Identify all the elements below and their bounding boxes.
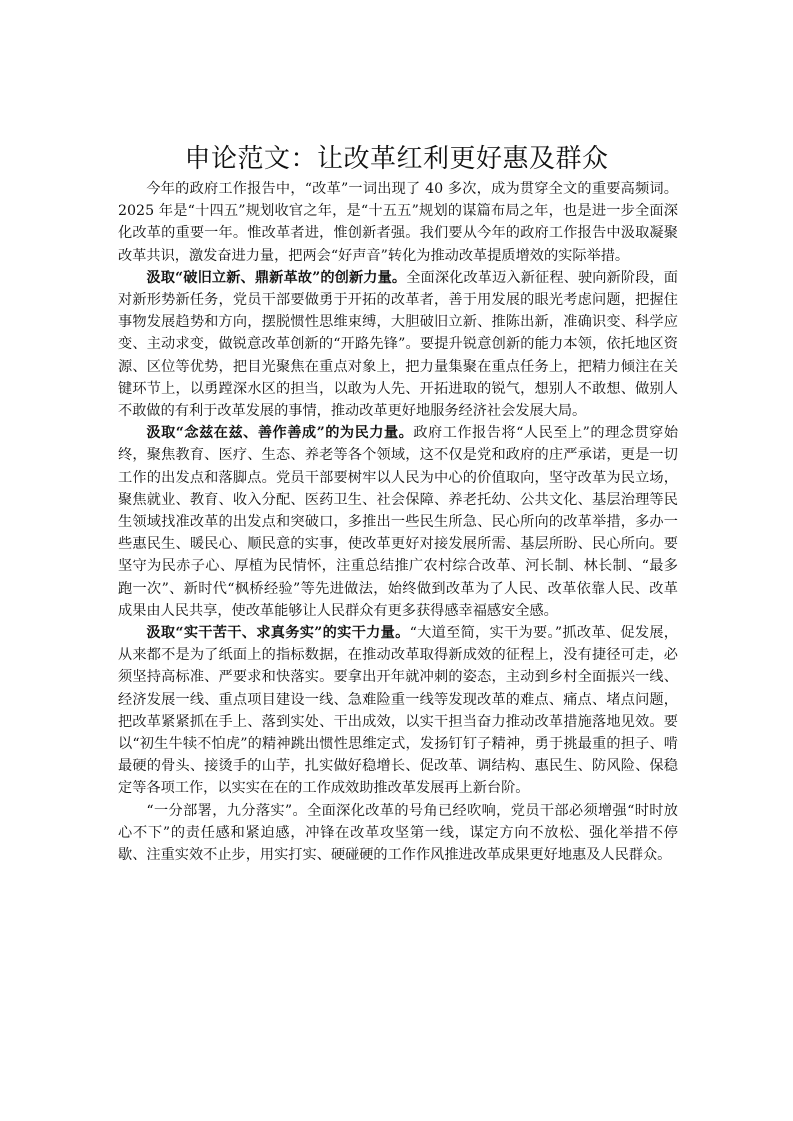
document-body xyxy=(118,178,678,866)
paragraph-text: 今年的政府工作报告中，“改革”一词出现了 40 多次，成为贯穿全文的重要高频词。2025 年是“十四五”规划收官之年，是“十五五”规划的谋篇布局之年，也是进一步全面深化改革的重要一年。惟改革者进，惟创新者强。我们要从今年的政府工作报告中汲取凝聚改革共识，激发奋进力量，把两会“好声音”转化为推动改革提质增效的实际举措。 xyxy=(118,181,678,264)
paragraph-conclusion xyxy=(118,800,678,867)
paragraph-action xyxy=(118,622,678,800)
paragraph-heading: 汲取“破旧立新、鼎新革故”的创新力量。 xyxy=(146,269,407,286)
paragraph-heading: 汲取“实干苦干、求真务实”的实干力量。 xyxy=(146,625,410,642)
paragraph-text: 全面深化改革迈入新征程、驶向新阶段，面对新形势新任务，党员干部要做勇于开拓的改革者，善于用发展的眼光考虑问题，把握住事物发展趋势和方向，摆脱惯性思维束缚，大胆破旧立新、推陈出新，准确识变、科学应变、主动求变，做锐意改革创新的“开路先锋”。要提升锐意创新的能力本领，依托地区资源、区位等优势，把目光聚焦在重点对象上，把力量集聚在重点任务上，把精力倾注在关键环节上，以勇蹚深水区的担当，以敢为人先、开拓进取的锐气，想别人不敢想、做别人不敢做的有利于改革发展的事情，推动改革更好地服务经济社会发展大局。 xyxy=(118,269,678,420)
paragraph-innovation xyxy=(118,267,678,422)
paragraph-intro xyxy=(118,178,678,267)
document-title: 申论范文：让改革红利更好惠及群众 xyxy=(184,144,609,174)
paragraph-text: “大道至简，实干为要。”抓改革、促发展，从来都不是为了纸面上的指标数据，在推动改革取得新成效的征程上，没有捷径可走，必须坚持高标准、严要求和快落实。要拿出开年就冲刺的姿态，主动到乡村全面振兴一线、经济发展一线、重点项目建设一线、急难险重一线等发现改革的难点、痛点、堵点问题，把改革紧紧抓在手上、落到实处、干出成效，以实干担当奋力推动改革措施落地见效。要以“初生牛犊不怕虎”的精神跳出惯性思维定式，发扬钉钉子精神，勇于挑最重的担子、啃最硬的骨头、接烫手的山芋，扎实做好稳增长、促改革、调结构、惠民生、防风险、保稳定等各项工作，以实实在在的工作成效助推改革发展再上新台阶。 xyxy=(118,625,678,797)
paragraph-people xyxy=(118,422,678,622)
paragraph-heading: 汲取“念兹在兹、善作善成”的为民力量。 xyxy=(146,425,414,442)
paragraph-text: 政府工作报告将“人民至上”的理念贯穿始终，聚焦教育、医疗、生态、养老等各个领域，这不仅是党和政府的庄严承诺，更是一切工作的出发点和落脚点。党员干部要树牢以人民为中心的价值取向，坚守改革为民立场，聚焦就业、教育、收入分配、医药卫生、社会保障、养老托幼、公共文化、基层治理等民生领域找准改革的出发点和突破口，多推出一些民生所急、民心所向的改革举措，多办一些惠民生、暖民心、顺民意的实事，使改革更好对接发展所需、基层所盼、民心所向。要坚守为民赤子心、厚植为民情怀，注重总结推广农村综合改革、河长制、林长制、“最多跑一次”、新时代“枫桥经验”等先进做法，始终做到改革为了人民、改革依靠人民、改革成果由人民共享，使改革能够让人民群众有更多获得感幸福感安全感。 xyxy=(118,425,679,619)
paragraph-text: “一分部署，九分落实”。全面深化改革的号角已经吹响，党员干部必须增强“时时放心不下”的责任感和紧迫感，冲锋在改革攻坚第一线，谋定方向不放松、强化举措不停歇、注重实效不止步，用实打实、硬碰硬的工作作风推进改革成果更好地惠及人民群众。 xyxy=(118,802,678,864)
